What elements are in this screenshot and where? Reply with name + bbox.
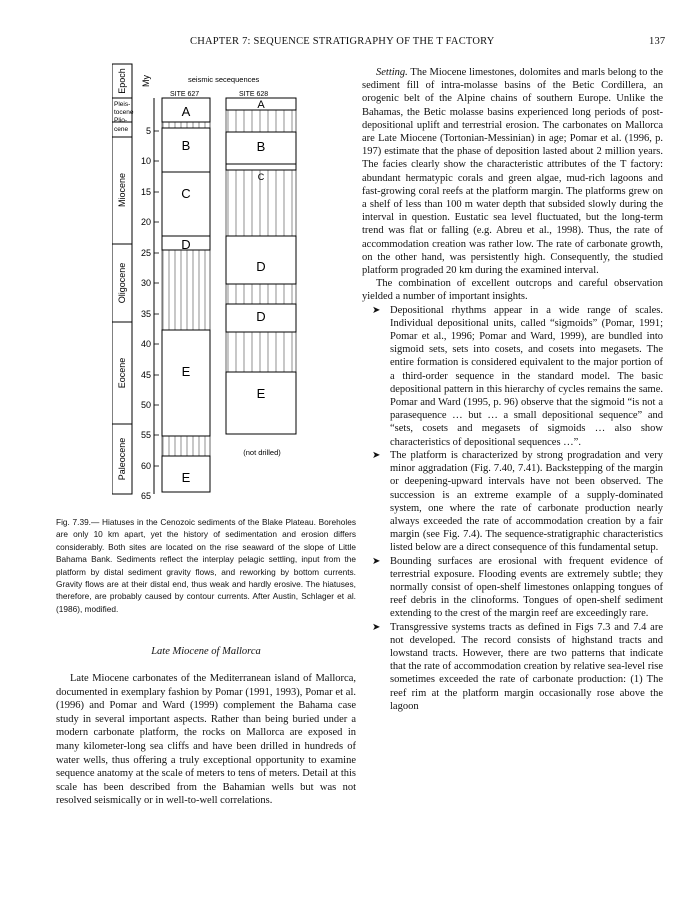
bullet-text: Bounding surfaces are erosional with frequent evidence of terrestrial exposure. Flooding events are extremely subtle; they normally consist of open-shelf limestones onlapping tongues of reef debris in the clinoforms. Tongues of open-shelf sediment extending to the crest of the margin reef are exceedingly rare. xyxy=(390,555,663,620)
list-item xyxy=(362,304,663,449)
site628-label-d2: D xyxy=(256,309,266,324)
tick-40: 40 xyxy=(140,339,151,349)
epoch-eocene: Eocene xyxy=(117,357,127,389)
setting-label: Setting. xyxy=(376,67,408,78)
arrow-bullet-icon: ➤ xyxy=(372,304,381,316)
tick-45: 45 xyxy=(140,370,151,380)
tick-10: 10 xyxy=(140,156,151,166)
epoch-plio: Plio- xyxy=(114,117,128,124)
bullet-text: The platform is characterized by strong progradation and very minor aggradation (Fig. 7.40, 7.41). Backstepping of the margin or deepening-upward intervals have not been observed. The succession is an extreme example of a supply-dominated system, one where the rate of carbonate production nearly always exceeded the rate of accommodation creation by a fair margin (see Fig. 7.4). The sequence-stratigraphic characteristics listed below are a direct consequence of this fundamental setup. xyxy=(390,449,663,554)
tick-50: 50 xyxy=(140,400,151,410)
site627-label-e1: E xyxy=(181,364,191,379)
site-628-header: SITE 628 xyxy=(239,91,269,98)
site628-label-e: E xyxy=(256,386,266,401)
site627-label-a: A xyxy=(181,104,191,119)
arrow-bullet-icon: ➤ xyxy=(372,449,381,461)
caption-label: Fig. 7.39. xyxy=(56,517,91,527)
tick-30: 30 xyxy=(140,278,151,288)
site628-label-c: C xyxy=(257,172,265,182)
tick-20: 20 xyxy=(140,217,151,227)
bullet-text: Transgressive systems tracts as defined in Figs 7.3 and 7.4 are not developed. The record consists of highstand tracts and lowstand tracts. However, there are two patterns that indicate that the rate of accommodation creation by relative sea-level rise sometimes exceeded the rate of carbonate production: (1) The reef rim at the platform margin occasionally rose above the lagoon xyxy=(390,621,663,712)
list-item xyxy=(362,449,663,555)
arrow-bullet-icon: ➤ xyxy=(372,621,381,633)
site628-label-b: B xyxy=(256,139,266,154)
tick-15: 15 xyxy=(140,187,151,197)
tick-55: 55 xyxy=(140,430,151,440)
epoch-pleis: Pleis- xyxy=(114,101,131,108)
running-header xyxy=(0,36,695,50)
tick-60: 60 xyxy=(140,461,151,471)
running-title: CHAPTER 7: SEQUENCE STRATIGRAPHY OF THE T FACTORY xyxy=(190,36,495,47)
insight-list xyxy=(362,304,663,713)
right-column xyxy=(362,66,663,713)
epoch-tocene: tocene xyxy=(114,109,134,116)
page-number: 137 xyxy=(649,36,666,47)
arrow-bullet-icon: ➤ xyxy=(372,555,381,567)
my-header: My xyxy=(141,75,151,87)
tick-35: 35 xyxy=(140,309,151,319)
section-title: Late Miocene of Mallorca xyxy=(151,646,261,657)
site627-label-e2: E xyxy=(181,470,191,485)
bullet-text: Depositional rhythms appear in a wide range of scales. Individual depositional units, called “sigmoids” (Pomar, 1991; Pomar et al., 1996; Pomar and Ward, 1999), are bundled into sigmoid sets, sets into cosets, and cosets into megasets. The entire formation is considered equivalent to the major portion of a third-order sequence in the standard model. The basic depositional pattern in this hierarchy of cycles remains the same. Pomar and Ward (1995, p. 96) observe that the sigmoid “is not a parasequence … but … a small depositional sequence” and “sets, cosets and megasets of sigmoids … also show characteristics of depositional sequences …”. xyxy=(390,304,663,448)
setting-text: The Miocene limestones, dolomites and marls belong to the sediment fill of intra-molasse basins of the Betic Cordillera, an orogenic belt of the Alpine chains of southern Europe. Unlike the Bahamas, the Betic molasse basins experienced long periods of post-depositional uplift and terrestrial erosion. The carbonates on Mallorca are Late Miocene (Tortonian-Messinian) in age; Pomar et al. (1996, p. 197) estimate that the phase of deposition lasted about 2 million years. The facies clearly show the characteristic attributes of the T factory: abundant hermatypic corals and green algae, mud-rich lagoons and fast-growing coral reefs at the platform margin. The platforms grew on a shelf of less than 100 m water depth that subsided slowly during the interval in question. Eustatic sea level fluctuated, but the long-term trend was flat or falling (e.g. Abreu et al., 1998). Thus, the rate of accommodation creation was rather low. The rate of carbonate growth, on the other hand, was persistently high. Consequently, the studied platform prograded 20 km during the examined interval. xyxy=(362,67,663,277)
tick-5: 5 xyxy=(145,126,151,136)
site-627-column xyxy=(162,98,210,492)
figure-caption xyxy=(56,516,356,615)
tick-25: 25 xyxy=(140,248,151,258)
site-627-header: SITE 627 xyxy=(170,91,200,98)
not-drilled-label: (not drilled) xyxy=(243,448,281,457)
site627-label-d: D xyxy=(181,237,191,252)
left-paragraph: Late Miocene carbonates of the Mediterranean island of Mallorca, documented in exemplary fashion by Pomar (1991, 1993), Pomar et al. (1996) and Pomar and Ward (1999) complement the Bahama case study in several important aspects. Rather than being buried under a modern carbonate platform, the rocks on Mallorca are exposed in many kilometer-long sea cliffs and have been drilled in hundreds of water wells, thus offering a truly exceptional opportunity to examine sequence anatomy at the scale of meters to tens of meters. Detail at this scale has been described from the Bahamian wells but was not resolved seismically or in well-to-well correlations. xyxy=(56,673,356,807)
site627-label-b: B xyxy=(181,138,191,153)
epoch-paleocene: Paleocene xyxy=(117,437,127,481)
epoch-cene: cene xyxy=(114,126,129,133)
seismic-header: seismic secequences xyxy=(188,75,260,84)
epoch-header: Epoch xyxy=(117,68,127,94)
epoch-oligocene: Oligocene xyxy=(117,262,127,304)
site628-label-d1: D xyxy=(256,259,266,274)
site627-label-c: C xyxy=(181,186,191,201)
tick-65: 65 xyxy=(140,491,151,501)
list-item xyxy=(362,555,663,621)
intro-paragraph: The combination of excellent outcrops and careful observation yielded a number of important insights. xyxy=(362,278,663,303)
caption-text: — Hiatuses in the Cenozoic sediments of the Blake Plateau. Boreholes are only 10 km apart, yet the history of sedimentation and erosion differs considerably. Both sites are located on the rise seaward of the slope of Little Bahama Bank. Sediments reflect the interplay pelagic settling, input from the platform by distal sediment gravity flows, and reworking by bottom currents. Gravity flows are at their distal end, thus weak and hardly erosive. The hiatuses, therefore, are probably caused by contour currents. After Austin, Schlager et al. (1986), modified. xyxy=(56,517,356,614)
setting-paragraph xyxy=(362,66,663,277)
site628-label-a: A xyxy=(257,99,265,111)
figure-hiatuses xyxy=(112,62,308,502)
age-ticks xyxy=(141,126,151,501)
list-item xyxy=(362,621,663,713)
epoch-miocene: Miocene xyxy=(117,172,127,208)
